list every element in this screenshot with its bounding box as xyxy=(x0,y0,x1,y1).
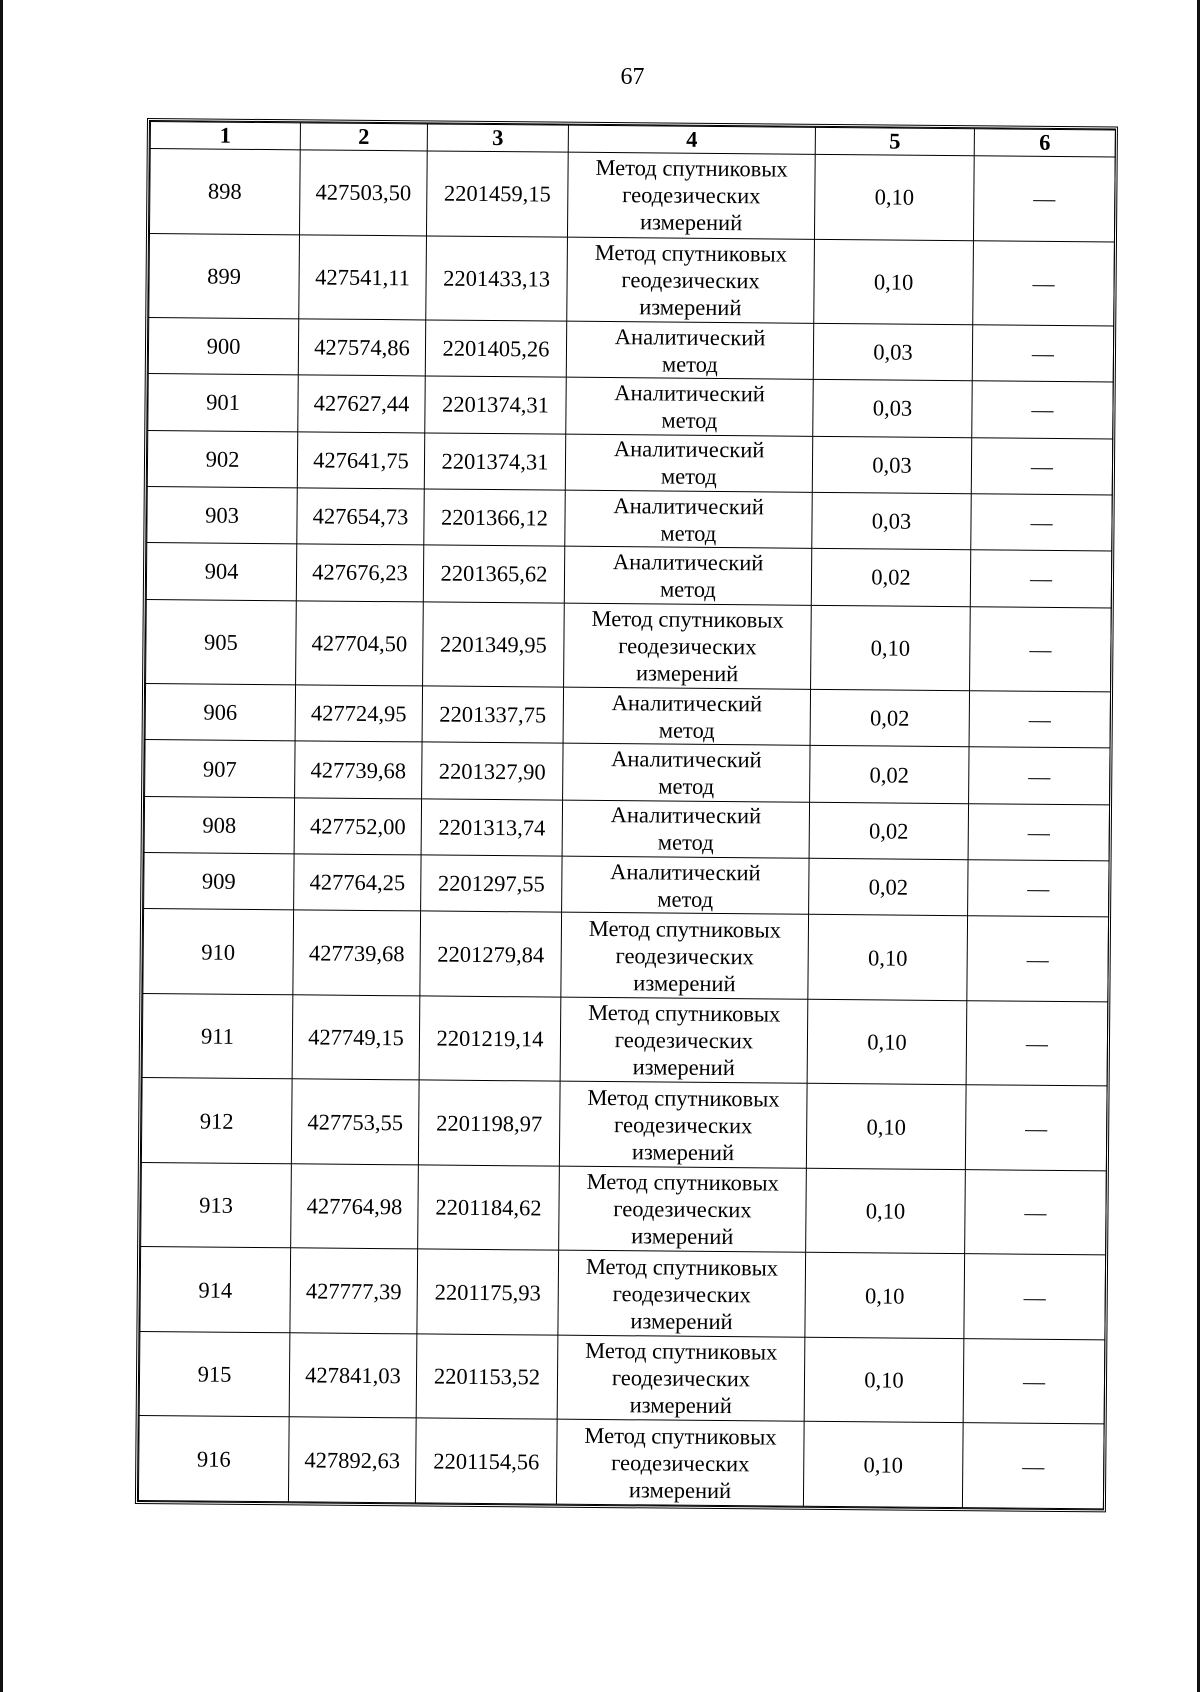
method-cell xyxy=(560,997,808,1084)
method-line: Аналитический xyxy=(614,380,765,407)
table-row xyxy=(144,796,1109,861)
method-line: Метод спутниковых xyxy=(591,605,784,633)
method-line: метод xyxy=(658,773,715,800)
point-number-cell: 907 xyxy=(145,740,295,798)
point-number-cell: 914 xyxy=(140,1247,291,1333)
method-line: Аналитический xyxy=(611,746,762,773)
accuracy-cell: 0,10 xyxy=(807,999,967,1085)
coordinate-y-cell: 2201313,74 xyxy=(421,799,562,857)
note-dash-cell: — xyxy=(970,550,1111,608)
coordinate-y-cell: 2201405,26 xyxy=(425,320,566,378)
method-line: измерений xyxy=(630,1307,733,1334)
method-line: Метод спутниковых xyxy=(588,1000,781,1027)
table-row xyxy=(142,993,1108,1086)
method-cell xyxy=(565,434,812,492)
note-dash-cell: — xyxy=(971,437,1112,495)
coordinate-x-cell: 427627,44 xyxy=(298,375,425,432)
method-line: Метод спутниковых xyxy=(586,1169,779,1196)
method-line: Метод спутниковых xyxy=(585,1253,779,1281)
table-row xyxy=(144,853,1109,918)
note-dash-cell: — xyxy=(962,1423,1104,1509)
method-line: измерений xyxy=(635,660,739,687)
method-line: Аналитический xyxy=(611,689,763,717)
method-cell xyxy=(563,744,810,802)
coordinate-x-cell: 427574,86 xyxy=(298,319,425,376)
coordinate-y-cell: 2201184,62 xyxy=(418,1165,560,1251)
accuracy-cell: 0,10 xyxy=(806,1084,966,1170)
coordinate-y-cell: 2201374,31 xyxy=(424,433,565,491)
coordinate-x-cell: 427777,39 xyxy=(290,1248,418,1334)
accuracy-cell: 0,10 xyxy=(808,915,968,1001)
method-cell xyxy=(558,1251,806,1338)
table-row xyxy=(148,374,1113,439)
table-row xyxy=(141,1162,1107,1255)
coordinate-x-cell: 427724,95 xyxy=(295,685,422,742)
method-line: метод xyxy=(660,463,717,490)
method-line: Метод спутниковых xyxy=(595,155,788,182)
method-cell xyxy=(557,1335,805,1422)
accuracy-cell: 0,10 xyxy=(804,1337,964,1423)
point-number-cell: 909 xyxy=(144,853,294,911)
accuracy-cell: 0,02 xyxy=(809,802,968,860)
method-line: измерений xyxy=(631,1223,734,1250)
method-line: Аналитический xyxy=(610,802,762,829)
coordinate-x-cell: 427541,11 xyxy=(299,234,427,320)
method-cell xyxy=(559,1082,807,1169)
coordinate-y-cell: 2201366,12 xyxy=(424,489,565,547)
coordinate-y-cell: 2201337,75 xyxy=(422,686,563,744)
method-line: измерений xyxy=(633,969,736,996)
method-line: Аналитический xyxy=(613,436,765,463)
coordinate-x-cell: 427676,23 xyxy=(296,544,423,601)
method-line: геодезических xyxy=(622,182,761,209)
method-line: Метод спутниковых xyxy=(594,239,788,267)
header-col-3: 3 xyxy=(427,124,568,152)
coordinate-y-cell: 2201327,90 xyxy=(422,742,563,800)
method-line: метод xyxy=(658,717,715,743)
method-line: метод xyxy=(661,407,718,433)
accuracy-cell: 0,10 xyxy=(806,1168,966,1254)
coordinate-y-cell: 2201365,62 xyxy=(423,545,564,603)
table-row xyxy=(140,1247,1106,1340)
method-line: геодезических xyxy=(612,1280,751,1308)
method-line: измерений xyxy=(632,1054,735,1081)
method-cell xyxy=(565,490,812,548)
point-number-cell: 901 xyxy=(148,374,298,432)
method-line: геодезических xyxy=(614,1027,754,1054)
method-line: метод xyxy=(659,576,716,602)
coordinates-table xyxy=(138,121,1116,1509)
table-row xyxy=(148,318,1113,383)
coordinate-x-cell: 427739,68 xyxy=(293,910,421,996)
method-cell xyxy=(562,800,809,858)
coordinate-y-cell: 2201175,93 xyxy=(417,1249,559,1335)
accuracy-cell: 0,03 xyxy=(813,323,972,381)
point-number-cell: 900 xyxy=(148,318,298,376)
accuracy-cell: 0,10 xyxy=(814,154,974,240)
coordinate-y-cell: 2201433,13 xyxy=(426,235,568,321)
method-line: геодезических xyxy=(615,942,754,970)
point-number-cell: 908 xyxy=(144,796,294,854)
method-cell xyxy=(567,237,815,324)
method-cell xyxy=(559,1166,807,1253)
coordinate-y-cell: 2201374,31 xyxy=(425,376,566,434)
note-dash-cell: — xyxy=(966,1001,1108,1087)
coordinate-y-cell: 2201349,95 xyxy=(423,602,565,688)
method-line: метод xyxy=(660,520,717,546)
method-cell xyxy=(561,913,809,1000)
table-row xyxy=(138,1416,1104,1509)
coordinate-y-cell: 2201154,56 xyxy=(415,1418,557,1504)
method-line: измерений xyxy=(639,209,743,236)
accuracy-cell: 0,10 xyxy=(803,1422,963,1508)
method-line: геодезических xyxy=(614,1111,753,1139)
coordinate-y-cell: 2201279,84 xyxy=(420,911,562,997)
note-dash-cell: — xyxy=(967,916,1109,1002)
table-row xyxy=(141,1078,1107,1171)
method-line: измерений xyxy=(639,294,742,320)
coordinate-x-cell: 427753,55 xyxy=(291,1079,419,1165)
method-line: Метод спутниковых xyxy=(588,915,782,943)
table-row xyxy=(145,740,1110,805)
note-dash-cell: — xyxy=(964,1254,1106,1340)
note-dash-cell: — xyxy=(965,1085,1107,1171)
coordinate-y-cell: 2201219,14 xyxy=(419,996,561,1082)
table-row xyxy=(149,233,1115,326)
method-cell xyxy=(567,152,815,239)
accuracy-cell: 0,03 xyxy=(812,436,971,494)
method-line: измерений xyxy=(628,1476,732,1503)
header-col-6: 6 xyxy=(974,129,1115,157)
point-number-cell: 906 xyxy=(145,684,295,742)
method-line: геодезических xyxy=(613,1196,752,1223)
point-number-cell: 915 xyxy=(139,1331,290,1417)
method-cell xyxy=(556,1420,804,1507)
method-line: метод xyxy=(657,886,714,912)
method-line: Аналитический xyxy=(614,323,766,351)
method-cell xyxy=(563,687,810,745)
method-line: геодезических xyxy=(611,1449,750,1477)
accuracy-cell: 0,02 xyxy=(811,549,970,607)
accuracy-cell: 0,03 xyxy=(813,380,972,438)
note-dash-cell: — xyxy=(971,494,1112,552)
point-number-cell: 898 xyxy=(149,149,300,235)
coordinate-x-cell: 427752,00 xyxy=(294,798,421,855)
accuracy-cell: 0,10 xyxy=(811,605,971,691)
method-line: геодезических xyxy=(621,266,760,294)
method-line: Аналитический xyxy=(612,549,764,576)
table-row xyxy=(143,909,1109,1002)
note-dash-cell: — xyxy=(968,860,1109,918)
note-dash-cell: — xyxy=(963,1339,1105,1425)
method-cell xyxy=(564,603,812,690)
note-dash-cell: — xyxy=(972,381,1113,439)
method-line: Метод спутниковых xyxy=(585,1338,778,1365)
coordinate-y-cell: 2201153,52 xyxy=(416,1334,558,1420)
note-dash-cell: — xyxy=(969,747,1110,805)
point-number-cell: 899 xyxy=(149,233,300,319)
table-row xyxy=(139,1331,1105,1424)
coordinate-x-cell: 427503,50 xyxy=(299,150,427,236)
table-row xyxy=(145,684,1110,749)
note-dash-cell: — xyxy=(970,606,1112,692)
method-line: Аналитический xyxy=(613,492,764,520)
page-number: 67 xyxy=(620,64,645,90)
note-dash-cell: — xyxy=(973,240,1115,326)
point-number-cell: 913 xyxy=(141,1162,292,1248)
scan-edge-left xyxy=(0,0,3,1692)
method-cell xyxy=(566,377,813,435)
table-body xyxy=(138,149,1115,1509)
point-number-cell: 904 xyxy=(146,543,296,601)
note-dash-cell: — xyxy=(969,691,1110,749)
note-dash-cell: — xyxy=(968,803,1109,861)
accuracy-cell: 0,10 xyxy=(814,239,974,325)
coordinate-x-cell: 427749,15 xyxy=(292,995,420,1081)
header-col-5: 5 xyxy=(815,127,974,155)
method-line: Метод спутниковых xyxy=(587,1084,780,1112)
table-row xyxy=(146,599,1112,692)
note-dash-cell: — xyxy=(972,325,1113,383)
note-dash-cell: — xyxy=(965,1170,1107,1256)
method-cell xyxy=(562,856,809,914)
coordinate-x-cell: 427841,03 xyxy=(289,1333,417,1419)
method-line: Метод спутниковых xyxy=(584,1422,777,1450)
table-row xyxy=(147,487,1112,552)
method-line: метод xyxy=(661,351,718,377)
method-line: метод xyxy=(657,829,714,856)
accuracy-cell: 0,03 xyxy=(812,492,971,550)
method-line: измерений xyxy=(629,1392,732,1419)
accuracy-cell: 0,02 xyxy=(810,689,969,747)
coordinate-x-cell: 427764,25 xyxy=(294,854,421,911)
point-number-cell: 902 xyxy=(147,430,297,488)
coordinate-y-cell: 2201198,97 xyxy=(418,1080,560,1166)
coordinate-y-cell: 2201459,15 xyxy=(426,151,568,237)
method-line: Аналитический xyxy=(610,858,761,886)
coordinate-x-cell: 427654,73 xyxy=(297,488,424,545)
method-line: геодезических xyxy=(618,633,757,660)
header-col-2: 2 xyxy=(300,123,427,151)
point-number-cell: 910 xyxy=(143,909,294,995)
point-number-cell: 903 xyxy=(147,487,297,545)
coordinate-x-cell: 427764,98 xyxy=(291,1164,419,1250)
header-col-1: 1 xyxy=(150,122,300,150)
point-number-cell: 916 xyxy=(138,1416,289,1502)
coordinate-x-cell: 427704,50 xyxy=(296,600,424,686)
method-line: геодезических xyxy=(611,1365,751,1392)
coordinate-x-cell: 427641,75 xyxy=(297,431,424,488)
point-number-cell: 905 xyxy=(146,599,297,685)
method-cell xyxy=(564,546,811,604)
accuracy-cell: 0,02 xyxy=(809,858,968,916)
method-cell xyxy=(566,321,813,379)
method-line: измерений xyxy=(631,1138,735,1165)
header-col-4: 4 xyxy=(568,125,815,154)
accuracy-cell: 0,02 xyxy=(810,746,969,804)
accuracy-cell: 0,10 xyxy=(805,1253,965,1339)
coordinate-x-cell: 427739,68 xyxy=(295,741,422,798)
table-row xyxy=(146,543,1111,608)
coordinates-table-frame xyxy=(135,118,1118,1512)
point-number-cell: 912 xyxy=(141,1078,292,1164)
table-row xyxy=(149,149,1115,242)
coordinate-x-cell: 427892,63 xyxy=(288,1417,416,1503)
note-dash-cell: — xyxy=(973,156,1115,242)
coordinate-y-cell: 2201297,55 xyxy=(421,855,562,913)
point-number-cell: 911 xyxy=(142,993,293,1079)
table-row xyxy=(147,430,1112,495)
